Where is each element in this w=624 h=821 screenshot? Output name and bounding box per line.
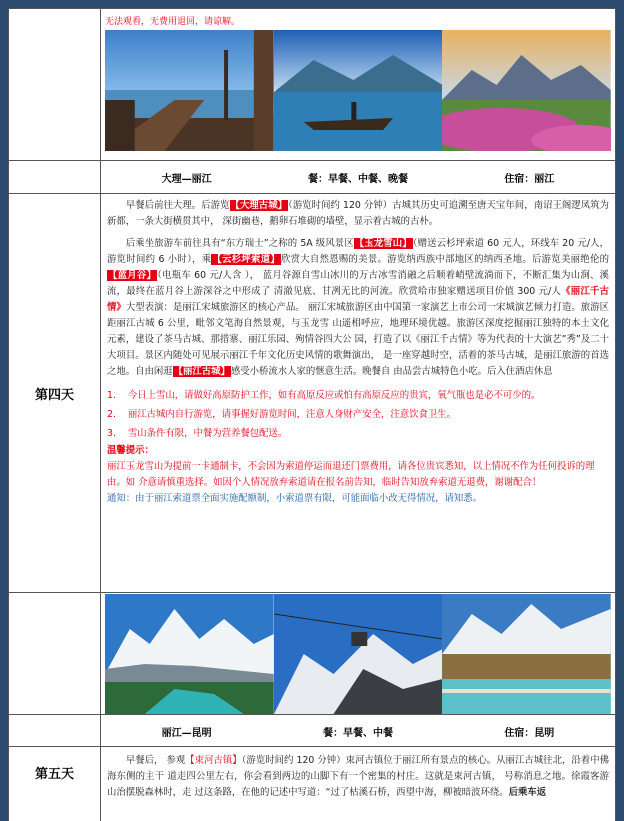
day4-label: 第四天 xyxy=(9,194,101,592)
ropeway-notice: 通知：由于丽江索道票全面实施配额制，小索道票有限，可能面临小改无得情况，请知悉。 xyxy=(107,493,483,504)
day4-paragraph-dali: 早餐后前往大理。后游览【大理古城】（游览时间约 120 分钟）古城其历史可追溯至唐天宝年间，南诏王阁逻凤筑为新都，一条大街横贯其中， 深街幽巷，鹅卵石堆砌的墙壁，显示着古城的古朴。 xyxy=(107,200,609,227)
photo-blue-moon-valley xyxy=(442,594,611,714)
day5-content-row xyxy=(9,746,615,821)
itinerary-table xyxy=(8,8,616,821)
day4-meals: 餐：早餐、中餐、晚餐 xyxy=(307,173,408,185)
day4-note-3: 3. 雪山条件有限，中餐为营养餐包配送。 xyxy=(107,428,288,439)
photo-flower-meadow xyxy=(442,30,611,151)
day5-label: 第五天 xyxy=(9,747,101,821)
day4-note-1: 1. 今日上雪山，请做好高原防护工作，如有高原反应或怕有高原反应的贵宾，氧气瓶也是必不可少的。 xyxy=(107,390,541,401)
day5-header-row xyxy=(9,714,615,746)
photo-cable-car xyxy=(274,594,443,714)
day4-note-2: 2. 丽江古城内自行游览，请事握好游览时间，注意人身财产安全，注意饮食卫生。 xyxy=(107,409,457,420)
day5-stay: 住宿：昆明 xyxy=(504,727,555,739)
tip-title: 温馨提示： xyxy=(107,445,154,456)
day4-photo-row xyxy=(9,592,615,714)
photo-boat-on-lake xyxy=(274,30,443,151)
photo-lakeside-terrace xyxy=(105,30,274,151)
itinerary-page xyxy=(8,8,616,821)
day5-paragraph-shuhe: 早餐后， 参观【束河古镇】（游览时间约 120 分钟）束河古镇位于丽江所有景点的核心。从丽江古城往北，沿着中佛海东侧的主干 道走四公里左右，你会看到两边的山脚下有一个密集的村庄。这就是束河古镇， 号称消息之地。徐霞客游山治摆脱森林时，走 过这条路，在他的记述中写道：“过了枯溪石桥，西望中海，柳被暗波环绕。后乘车返 xyxy=(107,755,609,798)
day4-paragraph-yulong: 后乘坐旅游车前往具有“东方瑞士”之称的 5A 级风景区【玉龙雪山】（赠送云杉坪索道 60 元人，环线车 20 元/人，游览时间约 6 小时），乘【云杉坪索道】欣赏大自然恩赐的美景。游览纳西族中部地区的纳西圣地。后游览美丽绝伦的【蓝月谷】（电瓶车 60 元/人含 ）， 蓝月谷源自雪山冰川的万古冰雪消融之后顺着峭壁流淌而下，不断汇集为山涧、溪流，最终在蓝月谷上游深谷之中形成了 清澈见底、甘冽无比的河流。欣赏哈市独家赠送项目价值 300 元/人《丽江千古情》大型表演：是丽江宋城旅游区的核心产品。 丽江宋城旅游区由中国第一家演艺上市公司一宋城演艺倾力打造。旅游区距丽江古城 6 公里，毗邻文笔海自然景观，与玉龙雪 山遥相呼应，地理环境优越。旅游区深度挖掘丽江独特的本土文化元素，建设了茶马古城、那措寨、丽江乐园、殉情谷四大公 园，打造了以《丽江千古情》等为代表的十大演艺”秀”及二十大项目。景区内随处可见展示丽江千年文化历史风情的歌舞演出， 是一座穿越时空，活着的茶马古城，是丽江旅游的首选之地。自由闲逛【丽江古城】感受小桥流水人家的惬意生活。晚餐自 由品尝古城特色小吃。后入住酒店休息 xyxy=(107,238,609,377)
day4-content-row xyxy=(9,193,615,592)
day5-route: 丽江—昆明 xyxy=(161,727,212,739)
no-refund-note: 无法观看，无费用退回，请谅解。 xyxy=(105,17,241,27)
day4-stay: 住宿：丽江 xyxy=(504,173,555,185)
day5-meals: 餐：早餐、中餐 xyxy=(322,727,393,739)
day3-photo-row xyxy=(9,8,615,160)
day4-route: 大理—丽江 xyxy=(161,173,212,185)
day4-header-row xyxy=(9,160,615,193)
photo-jade-snow-mountain xyxy=(105,594,274,714)
tip-text: 丽江玉龙雪山为提前一卡通制卡，不会因为索道停运而退还门票费用，请各位贵宾悉知，以上情况不作为任何投诉的理由。如 介意请慎重选择。如因个人情况放弃索道请在报名前告知，临时告知放弃索道无退费，谢谢配合！ xyxy=(107,461,595,488)
